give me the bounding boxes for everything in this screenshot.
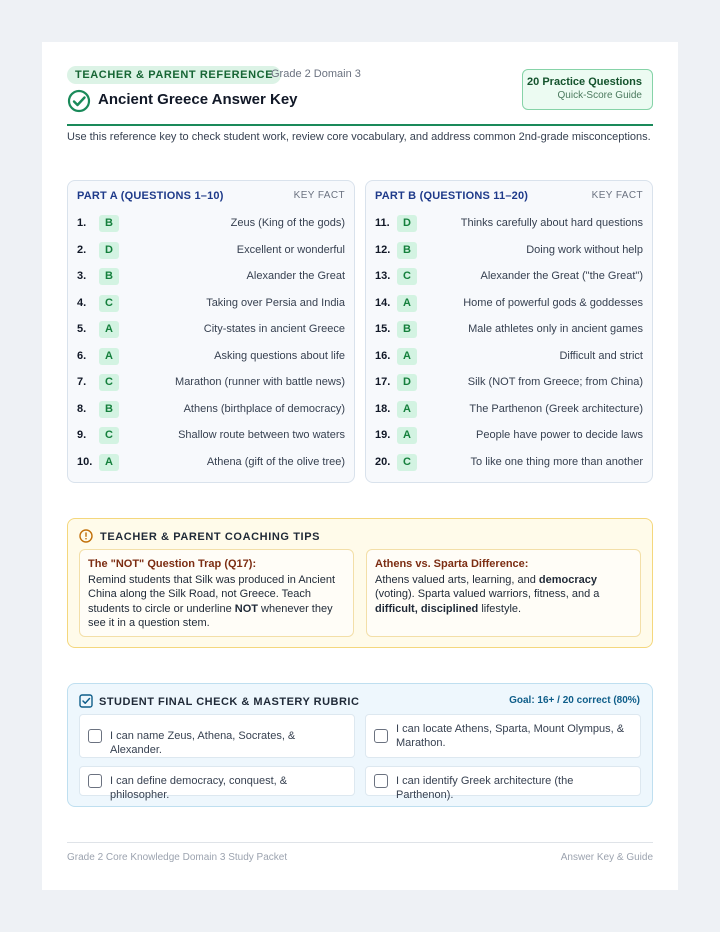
rubric-item-label: I can identify Greek architecture (the Parthenon). (396, 775, 574, 801)
intro-text: Use this reference key to check student work, review core vocabulary, and address common 2nd-grade misconceptions. (67, 131, 651, 143)
answer-badge: A (397, 401, 417, 418)
answer-row (77, 242, 345, 269)
answer-badge: B (99, 268, 119, 285)
answer-row (77, 268, 345, 295)
footer-right: Answer Key & Guide (560, 852, 653, 863)
answer-badge: C (99, 427, 119, 444)
key-fact: Marathon (runner with battle news) (175, 376, 345, 388)
answer-badge: D (397, 374, 417, 391)
rubric-item[interactable] (365, 766, 641, 801)
key-fact: Alexander the Great ("the Great") (480, 270, 643, 282)
question-count-box (522, 69, 653, 110)
question-number: 12. (375, 243, 391, 256)
answer-row (77, 295, 345, 322)
answer-row (375, 401, 643, 428)
question-number: 16. (375, 349, 391, 362)
answer-badge: A (99, 454, 119, 471)
checkbox[interactable] (88, 774, 102, 788)
tip-emphasis: difficult, disciplined (375, 602, 479, 615)
rubric-item-label: I can define democracy, conquest, & philosopher. (110, 775, 288, 801)
key-fact: People have power to decide laws (476, 429, 643, 441)
rubric-item-label: I can locate Athens, Sparta, Mount Olympus, & Marathon. (396, 723, 625, 749)
key-fact-label: KEY FACT (591, 190, 643, 201)
key-fact: Athens (birthplace of democracy) (183, 402, 345, 415)
goal-label: Goal: 16+ / 20 correct (80%) (509, 695, 640, 706)
answer-row (77, 348, 345, 375)
key-fact: Silk (NOT from Greece; from China) (467, 376, 643, 388)
question-number: 9. (77, 429, 87, 441)
tip-text: (voting). Sparta valued warriors, fitness, and a (375, 588, 600, 600)
key-fact: Athena (gift of the olive tree) (206, 455, 345, 468)
domain-label: Grade 2 Domain 3 (271, 68, 361, 80)
footer-divider (67, 842, 653, 843)
answer-key-page (42, 42, 678, 890)
answer-badge: A (397, 427, 417, 444)
answer-row (77, 321, 345, 348)
answer-row (375, 295, 643, 322)
key-fact: Taking over Persia and India (206, 296, 345, 309)
part-b-header (375, 190, 643, 206)
check-circle-icon (67, 89, 91, 113)
question-number: 19. (375, 429, 391, 441)
question-number: 14. (375, 296, 391, 309)
question-number: 8. (77, 402, 87, 415)
question-number: 18. (375, 402, 391, 415)
footer-left: Grade 2 Core Knowledge Domain 3 Study Packet (67, 852, 288, 863)
rubric-item[interactable] (365, 714, 641, 758)
part-a-panel (67, 180, 355, 483)
rubric-title: STUDENT FINAL CHECK & MASTERY RUBRIC (99, 696, 360, 708)
question-number: 17. (375, 376, 391, 388)
answer-row (77, 454, 345, 481)
key-fact: Excellent or wonderful (236, 243, 345, 256)
question-count: 20 Practice Questions (527, 76, 642, 88)
key-fact: Doing work without help (526, 243, 643, 256)
score-guide-label: Quick-Score Guide (557, 90, 642, 101)
answer-badge: C (397, 268, 417, 285)
answer-row (375, 427, 643, 454)
answer-badge: A (397, 348, 417, 365)
reference-badge: TEACHER & PARENT REFERENCE (67, 66, 281, 84)
answer-row (375, 454, 643, 481)
answer-badge: B (397, 321, 417, 338)
question-number: 10. (77, 455, 93, 468)
answer-row (77, 215, 345, 242)
answer-row (77, 401, 345, 428)
part-a-rows (77, 215, 345, 480)
question-number: 3. (77, 270, 87, 282)
tip-heading: The "NOT" Question Trap (Q17): (88, 558, 257, 570)
answer-badge: B (99, 215, 119, 232)
tips-title: TEACHER & PARENT COACHING TIPS (100, 531, 321, 543)
answer-row (375, 374, 643, 401)
question-number: 1. (77, 217, 87, 229)
checkbox[interactable] (88, 729, 102, 743)
key-fact-label: KEY FACT (293, 190, 345, 201)
key-fact: The Parthenon (Greek architecture) (469, 402, 643, 415)
answer-badge: C (397, 454, 417, 471)
mastery-rubric-box (67, 683, 653, 807)
answer-row (77, 427, 345, 454)
part-a-header (77, 190, 345, 206)
question-number: 13. (375, 270, 391, 282)
key-fact: Male athletes only in ancient games (468, 323, 643, 335)
question-number: 11. (375, 217, 390, 229)
question-number: 5. (77, 323, 87, 335)
answer-badge: D (99, 242, 119, 259)
answer-row (375, 268, 643, 295)
question-number: 4. (77, 296, 87, 309)
question-number: 6. (77, 349, 87, 362)
tip-text: Remind students that Silk was produced in Ancient China along the Silk Road, not Greece. Teach students to circle or underline (88, 573, 336, 615)
rubric-item[interactable] (79, 714, 355, 758)
key-fact: To like one thing more than another (470, 455, 643, 468)
rubric-item-label: I can name Zeus, Athena, Socrates, & Alexander. (110, 730, 296, 756)
checkbox[interactable] (374, 774, 388, 788)
tip-card-not-trap (79, 549, 354, 637)
key-fact: Thinks carefully about hard questions (460, 217, 643, 229)
header (67, 66, 653, 126)
tip-text: Athens valued arts, learning, and (375, 573, 539, 586)
key-fact: Alexander the Great (246, 270, 345, 282)
coaching-tips-box (67, 518, 653, 648)
answer-badge: B (99, 401, 119, 418)
question-number: 2. (77, 243, 87, 256)
answer-badge: D (397, 215, 417, 232)
answer-row (375, 215, 643, 242)
key-fact: City-states in ancient Greece (203, 323, 345, 335)
tip-heading: Athens vs. Sparta Difference: (375, 558, 529, 570)
tip-text: lifestyle. (478, 602, 522, 615)
question-number: 20. (375, 455, 391, 468)
answer-badge: B (397, 242, 417, 259)
page-title: Ancient Greece Answer Key (98, 91, 298, 108)
checkbox-icon (79, 694, 93, 708)
answer-badge: C (99, 295, 119, 312)
tip-emphasis: democracy (538, 573, 597, 586)
part-b-title: PART B (QUESTIONS 11–20) (375, 190, 529, 202)
answer-badge: A (99, 321, 119, 338)
key-fact: Home of powerful gods & goddesses (463, 296, 643, 309)
part-a-title: PART A (QUESTIONS 1–10) (77, 190, 224, 202)
key-fact: Zeus (King of the gods) (230, 217, 345, 229)
key-fact: Asking questions about life (214, 349, 345, 362)
answer-row (77, 374, 345, 401)
key-fact: Shallow route between two waters (178, 429, 345, 441)
rubric-item[interactable] (79, 766, 355, 801)
part-b-rows (375, 215, 643, 480)
alert-circle-icon (79, 529, 93, 543)
tip-emphasis: NOT (234, 602, 258, 615)
checkbox[interactable] (374, 729, 388, 743)
question-number: 7. (77, 376, 87, 388)
answer-row (375, 348, 643, 375)
header-divider (67, 124, 653, 126)
part-b-panel (365, 180, 653, 483)
answer-row (375, 242, 643, 269)
key-fact: Difficult and strict (559, 349, 643, 362)
answer-badge: C (99, 374, 119, 391)
tip-card-athens-sparta (366, 549, 641, 637)
answer-badge: A (99, 348, 119, 365)
answer-row (375, 321, 643, 348)
tip-text: whenever they see it in a question stem. (88, 602, 333, 629)
question-number: 15. (375, 323, 391, 335)
answer-badge: A (397, 295, 417, 312)
